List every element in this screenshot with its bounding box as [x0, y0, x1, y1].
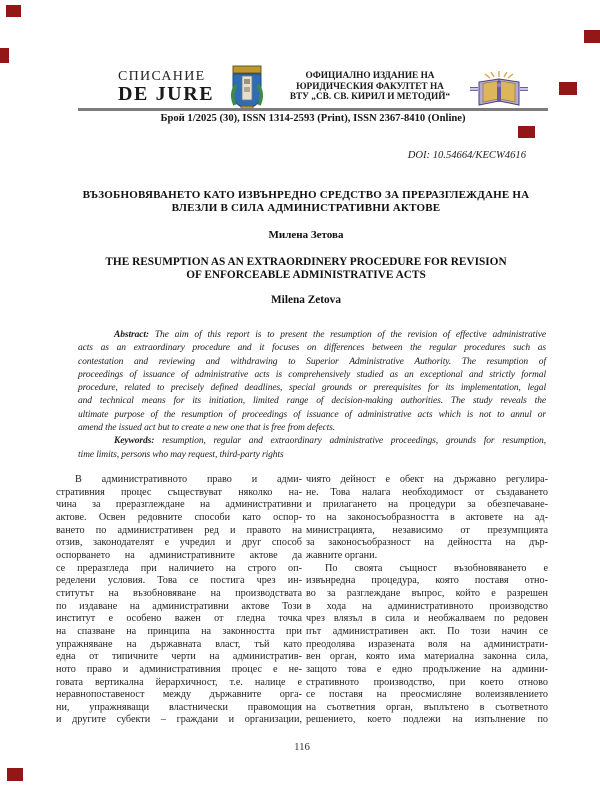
- abstract-line: procedure, related to precisely defined deadlines, special grounds or prerequisites for its implementation, legal: [78, 383, 546, 394]
- article-title-bg: [54, 189, 558, 216]
- publisher-line: ВТУ „СВ. СВ. КИРИЛ И МЕТОДИЙ“: [289, 92, 451, 103]
- university-coat-of-arms-icon: [228, 65, 266, 111]
- abstract-label: Abstract:: [114, 330, 149, 340]
- article-title-bg-line: ВЛЕЗЛИ В СИЛА АДМИНИСТРАТИВНИ АКТОВЕ: [171, 202, 441, 215]
- body-line: ределени условия. Това се постига чрез ин-: [56, 575, 302, 587]
- page-number: 116: [294, 741, 310, 753]
- abstract-line: amend the issued act but to create a new one that is free from defects.: [78, 423, 335, 434]
- article-title-en: [54, 256, 558, 283]
- publisher-block: [276, 71, 464, 103]
- keywords-label: Keywords:: [114, 436, 155, 447]
- article-title-bg-line: ВЪЗОБНОВЯВАНЕТО КАТО ИЗВЪНРЕДНО СРЕДСТВО ЗА ПРЕРАЗГЛЕЖДАНЕ НА: [82, 189, 530, 201]
- keywords-line: Keywords: resumption, regular and extraordinary administrative proceedings, grounds for resumption,: [114, 436, 546, 447]
- abstract-line: contestation and reviewing and withdrawing to Superior Administrative Authority. The resumption of: [78, 356, 546, 367]
- red-marker: [7, 768, 23, 781]
- body-line: По своята същност възобновяването е: [325, 562, 548, 574]
- body-line: по издаване на административни актове Този: [56, 600, 302, 612]
- body-line: то на законосъобразността в актовете на ад-: [306, 511, 548, 523]
- red-marker: [518, 126, 535, 138]
- body-line: неравнопоставеност между държавните орга-: [56, 689, 302, 701]
- author-en-name: Milena Zetova: [271, 294, 341, 306]
- body-text: [56, 474, 548, 730]
- faculty-open-book-emblem-icon: [470, 69, 528, 108]
- red-marker: [0, 48, 9, 63]
- body-line: една от типичните черти на административ-: [56, 651, 302, 663]
- body-line: защото това е едно продължение на админи-: [306, 663, 548, 675]
- body-line: за законосъобразност на дейността на дър-: [306, 537, 548, 549]
- body-line: чрез влязъл в сила и необжалваем по редовен: [306, 613, 548, 625]
- author-en: [54, 294, 558, 306]
- red-marker: [584, 30, 600, 43]
- journal-name: СПИСАНИЕ: [118, 69, 206, 84]
- body-line: актове. Освен редовните способи като оспор-: [56, 511, 302, 523]
- body-line: говата вертикална йерархичност, т.е. налице е: [56, 676, 302, 688]
- journal-subname: DE JURE: [118, 83, 215, 105]
- issue-issn-line: Брой 1/2025 (30), ISSN 1314-2593 (Print), ISSN 2367-8410 (Online): [160, 113, 466, 124]
- body-line: отзив, законодателят е учредил и друг способ: [56, 537, 302, 549]
- red-marker: [559, 82, 577, 95]
- body-line: министрацията, независимо от презумпцията: [306, 524, 548, 536]
- abstract-line: Abstract: The aim of this report is to present the resumption of the revision of effective administrative: [114, 330, 546, 340]
- body-line: и прилагането на процедури за обезпечаване-: [306, 499, 548, 511]
- header-divider: [78, 108, 548, 111]
- author-bg-name: Милена Зетова: [268, 229, 344, 241]
- body-line: во за разглеждане въпрос, който е разрешен: [306, 587, 548, 599]
- body-line: стративното производство, при което отново: [306, 676, 548, 688]
- body-column-left: [56, 474, 302, 727]
- body-line: оспорването на административните актове да: [56, 549, 302, 561]
- body-line: преодолява изразената воля на администрати-: [306, 638, 548, 650]
- body-column-right: [306, 474, 548, 727]
- body-line: път административен акт. По този начин се: [306, 625, 548, 637]
- keywords-line: time limits, persons who may request, third-party rights: [78, 449, 284, 460]
- body-line: жавните органи.: [306, 549, 378, 561]
- body-line: не. Това налага необходимост от създаването: [306, 486, 548, 498]
- body-line: решението, което подлежи на изпълнение по: [306, 714, 548, 726]
- body-line: се поставя на преосмисляне волеизявлението: [306, 689, 548, 701]
- body-line: чиято дейност е обект на държавно регулира-: [306, 474, 548, 485]
- body-line: чина за преразглеждане на административни: [56, 499, 302, 511]
- body-line: вен орган, която има материална законна сила,: [306, 651, 548, 663]
- publisher-line: ЮРИДИЧЕСКИЯ ФАКУЛТЕТ НА: [296, 81, 444, 92]
- body-line: на спазване на принципа на законността при: [56, 625, 302, 637]
- body-line: ването по административен ред и правото на: [56, 524, 302, 536]
- body-line: институт е особено важен от гледна точка: [56, 613, 302, 625]
- publisher-line: ОФИЦИАЛНО ИЗДАНИЕ НА: [305, 71, 435, 81]
- abstract-line: acts as an extraordinary procedure and it focuses on differences between the regular procedures such as: [78, 343, 546, 354]
- body-line: извънредна процедура, която поставя отно-: [306, 575, 548, 587]
- abstract-line: proceedings of issuance of administrative acts is comprehensively studied as an exceptional and strictly formal: [78, 369, 546, 380]
- body-line: и другите субекти – граждани и организации,: [56, 714, 302, 726]
- article-title-en-line: THE RESUMPTION AS AN EXTRAORDINERY PROCEDURE FOR REVISION: [105, 256, 507, 268]
- body-line: стративния процес съществуват няколко на-: [56, 486, 302, 498]
- body-line: ститутът на възобновяване на производствата: [56, 587, 302, 599]
- abstract-line: ultimate purpose of the resumption of proceedings of issuance of administrative acts which is not to annul or: [78, 409, 546, 420]
- abstract: [78, 329, 546, 462]
- doi: DOI: 10.54664/KECW4616: [407, 150, 526, 161]
- body-line: се преразгледа при наличието на строго оп-: [56, 562, 302, 574]
- body-line: В административното право и адми-: [75, 474, 302, 485]
- article-title-en-line: OF ENFORCEABLE ADMINISTRATIVE ACTS: [186, 269, 426, 282]
- author-bg: [54, 229, 558, 241]
- red-marker: [6, 5, 21, 17]
- body-line: на съответния орган, въплътено в съответното: [306, 701, 548, 713]
- body-line: упражняване на държавната власт, тъй като: [56, 638, 302, 650]
- body-line: ното право и административния процес е не-: [56, 663, 302, 675]
- body-line: в хода на административното производство: [306, 600, 548, 612]
- body-line: ни, упражняващи властнически правомощия: [56, 701, 302, 713]
- abstract-line: and technical means for its initiation, limited range of decision-making authorities. The study reveals the: [78, 396, 546, 407]
